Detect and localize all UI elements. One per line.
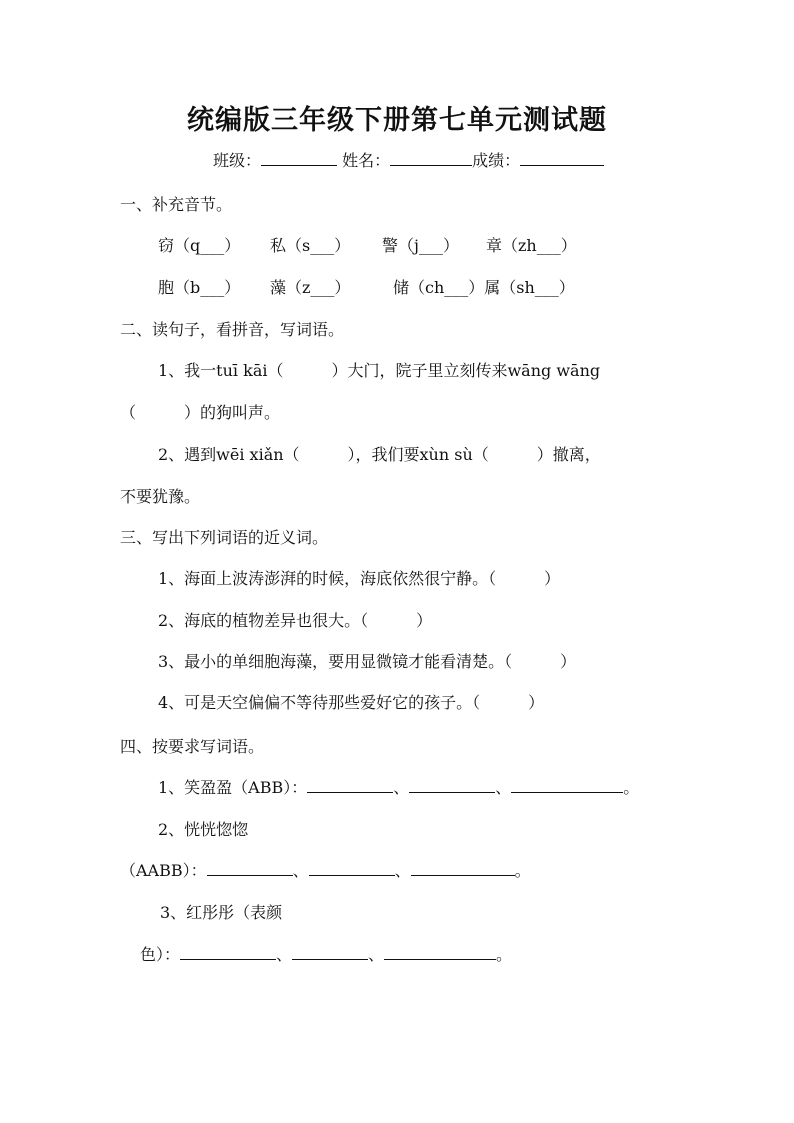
- section-1-heading: 一、补充音节。: [120, 195, 233, 214]
- synonym-item: 4、可是天空偏偏不等待那些爱好它的孩子。（ ）: [158, 693, 545, 712]
- answer-blank[interactable]: [307, 778, 393, 793]
- section-2-heading: 二、读句子，看拼音，写词语。: [120, 320, 345, 339]
- student-info-line: [213, 148, 604, 171]
- answer-blank[interactable]: [207, 861, 293, 876]
- class-blank[interactable]: [261, 151, 337, 166]
- section-3-heading: 三、写出下列词语的近义词。: [120, 528, 329, 547]
- sentence-line: 不要犹豫。: [120, 487, 201, 506]
- pinyin-item: 胞（b___）: [158, 278, 241, 297]
- name-label: 姓名：: [337, 151, 391, 170]
- section-4-heading: 四、按要求写词语。: [120, 737, 265, 756]
- synonym-item: 1、海面上波涛澎湃的时候，海底依然很宁静。（ ）: [158, 569, 561, 588]
- pinyin-item: 窃（q___）: [158, 236, 241, 255]
- sentence-line: 1、我一tuī kāi（ ）大门，院子里立刻传来wāng wāng: [158, 361, 601, 380]
- word-task-line: 3、红彤彤（表颜: [160, 903, 283, 922]
- word-task-line: 2、恍恍惚惚: [158, 820, 249, 839]
- synonym-item: 3、最小的单细胞海藻，要用显微镜才能看清楚。（ ）: [158, 652, 577, 671]
- pinyin-item: 储（ch___）属（sh___）: [393, 278, 575, 297]
- score-label: 成绩：: [472, 151, 521, 170]
- answer-blank[interactable]: [384, 945, 496, 960]
- pinyin-item: 警（j___）: [382, 236, 459, 255]
- answer-blank[interactable]: [292, 945, 368, 960]
- word-task-line: 色）： 、 、 。: [140, 945, 513, 964]
- pinyin-item: 章（zh___）: [486, 236, 577, 255]
- name-blank[interactable]: [390, 151, 472, 166]
- sentence-line: （ ）的狗叫声。: [120, 403, 281, 422]
- score-blank[interactable]: [520, 151, 604, 166]
- synonym-item: 2、海底的植物差异也很大。（ ）: [158, 611, 433, 630]
- word-task-line: 1、笑盈盈（ABB）： 、 、 。: [158, 778, 640, 797]
- page-title: 统编版三年级下册第七单元测试题: [187, 105, 607, 136]
- word-task-line: （AABB）： 、 、 。: [120, 861, 531, 880]
- answer-blank[interactable]: [409, 778, 495, 793]
- pinyin-item: 私（s___）: [270, 236, 351, 255]
- sentence-line: 2、遇到wēi xiǎn（ ），我们要xùn sù（ ）撤离，: [158, 445, 601, 464]
- answer-blank[interactable]: [411, 861, 515, 876]
- class-label: 班级：: [213, 151, 262, 170]
- answer-blank[interactable]: [511, 778, 623, 793]
- answer-blank[interactable]: [180, 945, 276, 960]
- pinyin-item: 藻（z___）: [270, 278, 351, 297]
- answer-blank[interactable]: [309, 861, 395, 876]
